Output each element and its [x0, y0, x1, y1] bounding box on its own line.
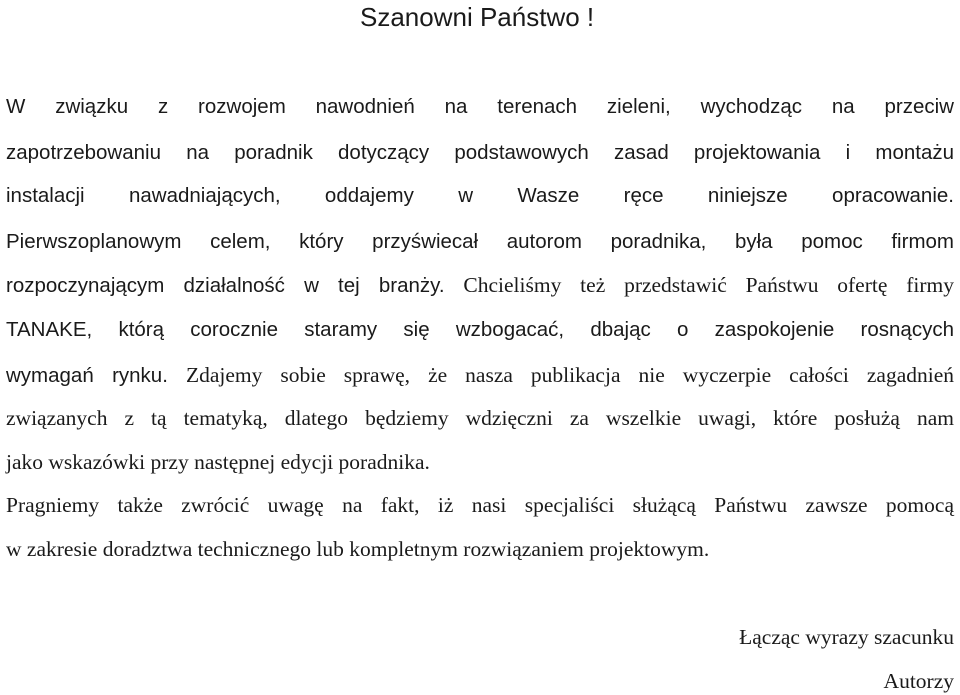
paragraph-line-2: zapotrzebowaniu na poradnik dotyczący podstawowych zasad projektowania i montażu: [6, 141, 954, 164]
paragraph-line-5: [6, 271, 954, 300]
paragraph-line-5-serif: Chcieliśmy też przedstawić Państwu ofertę firmy: [463, 273, 954, 297]
closing-phrase: Łącząc wyrazy szacunku: [739, 625, 954, 649]
paragraph-line-1: W związku z rozwojem nawodnień na terenach zieleni, wychodząc na przeciw: [6, 95, 954, 118]
paragraph-line-10: Pragniemy także zwrócić uwagę na fakt, iż nasi specjaliści służącą Państwu zawsze pomocą: [6, 493, 954, 517]
paragraph-line-8: związanych z tą tematyką, dlatego będziemy wdzięczni za wszelkie uwagi, które posłużą nam: [6, 406, 954, 430]
paragraph-line-3: instalacji nawadniających, oddajemy w Wasze ręce niniejsze opracowanie.: [6, 184, 954, 207]
paragraph-line-7-sans: wymagań rynku.: [6, 364, 168, 387]
paragraph-line-5-sans: rozpoczynającym działalność w tej branży.: [6, 274, 445, 297]
signature: Autorzy: [883, 669, 954, 693]
paragraph-line-11: w zakresie doradztwa technicznego lub kompletnym rozwiązaniem projektowym.: [6, 537, 710, 561]
paragraph-line-4: Pierwszoplanowym celem, który przyświecał autorom poradnika, była pomoc firmom: [6, 230, 954, 253]
letter-greeting: Szanowni Państwo !: [360, 2, 595, 32]
paragraph-line-6: TANAKE, którą corocznie staramy się wzbogacać, dbając o zaspokojenie rosnących: [6, 318, 954, 341]
paragraph-line-9: jako wskazówki przy następnej edycji poradnika.: [6, 450, 430, 474]
paragraph-line-7: [6, 361, 954, 390]
paragraph-line-7-serif: Zdajemy sobie sprawę, że nasza publikacja nie wyczerpie całości zagadnień: [185, 363, 955, 387]
